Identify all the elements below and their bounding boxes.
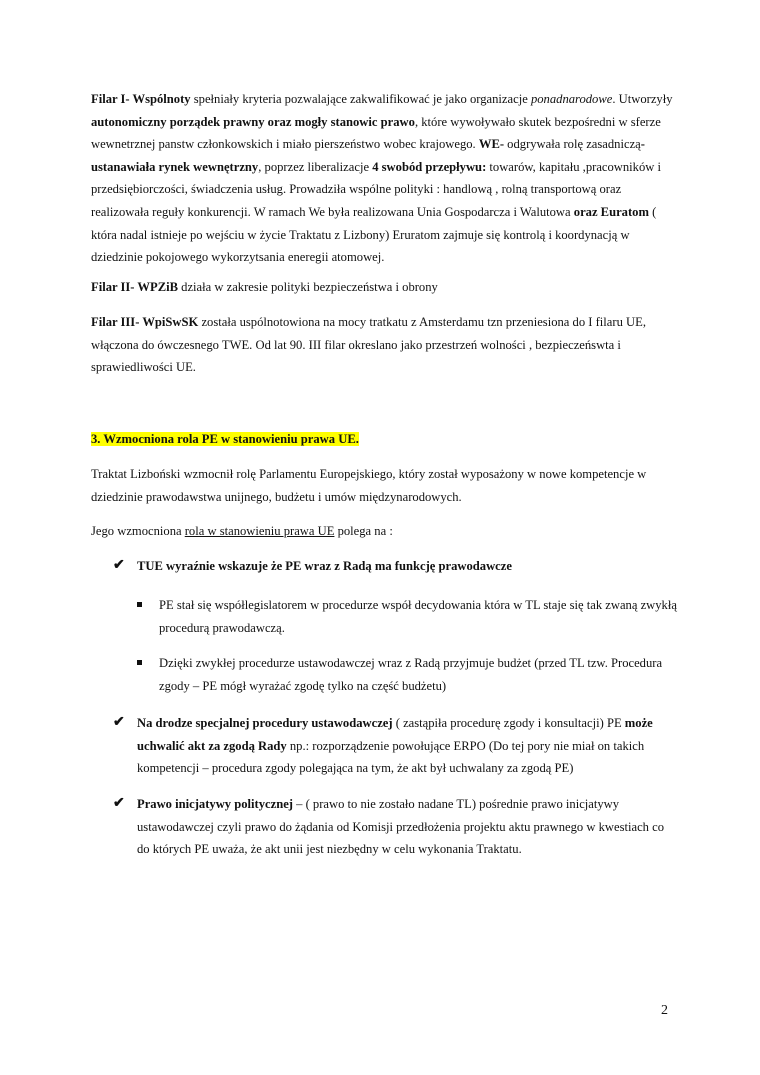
highlighted-heading: 3. Wzmocniona rola PE w stanowieniu prawa UE. xyxy=(91,432,359,446)
sub-list-item-2: Dzięki zwykłej procedurze ustawodawczej wraz z Radą przyjmuje budżet (przed TL tzw. Procedura zgody – PE mógł wyrażać zgodę tylko na część budżetu) xyxy=(159,656,663,693)
paragraph-filar-1: Filar I- Wspólnoty spełniały kryteria pozwalające zakwalifikować je jako organizacje ponadnarodowe. Utworzyły autonomiczny porządek prawny oraz mogły stanowic prawo, które wywoływało skutek bezpośredni w sferze wewnetrznej panstw członkowskich i miało pierszeństwo wobec krajowego. WE- odgrywała rolę zasadniczą- ustanawiała rynek wewnętrzny, poprzez liberalizacje 4 swobód przepływu: towarów, kapitału ,pracowników i przedsiębiorczości, świadczenia usług. Prowadziła wspólne polityki : handlową , rolną transportową oraz realizowała reguły konkurencji. W ramach We była realizowana Unia Gospodarcza i Walutowa oraz Euratom ( która nadal istnieje po wejściu w życie Traktatu z Lizbony) Eruratom zajmuje się kontrolą i koordynacją w dziedzinie pokojowego wykorzytsania eneregii atomowej. xyxy=(91,92,673,265)
paragraph-filar-2: Filar II- WPZiB działa w zakresie polityki bezpieczeństwa i obrony xyxy=(91,280,438,294)
filar-2-label: Filar II- WPZiB xyxy=(91,280,178,294)
checkmark-icon: ✔ xyxy=(113,715,125,730)
sub-list-item-1: PE stał się współlegislatorem w procedurze współ decydowania która w TL staje się tak zwaną zwykłą procedurą prawodawczą. xyxy=(159,598,677,635)
filar-3-label: Filar III- WpiSwSK xyxy=(91,315,199,329)
checkmark-icon: ✔ xyxy=(113,558,125,573)
filar-1-label: Filar I- Wspólnoty xyxy=(91,92,191,106)
list-item-3: Prawo inicjatywy politycznej – ( prawo to nie zostało nadane TL) pośrednie prawo inicjatywy ustawodawczej czyli prawo do żądania od Komisji przedłożenia projektu aktu prawnego w kwestiach co do których PE uważa, że akt unii jest niezbędny w celu wykonania Traktatu. xyxy=(137,797,665,857)
page-number: 2 xyxy=(661,1003,668,1018)
square-bullet-icon xyxy=(137,602,142,607)
list-item-2: Na drodze specjalnej procedury ustawodawczej ( zastąpiła procedurę zgody i konsultacji) PE może uchwalić akt za zgodą Rady np.: rozporządzenie powołujące ERPO (Do tej pory nie miał on takich kompetencji – procedura zgody polegająca na tym, że akt był uchwalany za zgodą PE) xyxy=(137,716,653,776)
underlined-phrase: rola w stanowieniu prawa UE xyxy=(184,524,335,538)
section-heading xyxy=(91,428,681,451)
paragraph-filar-3: Filar III- WpiSwSK została uspólnotowiona na mocy tratkatu z Amsterdamu tzn przeniesiona do I filaru UE, włączona do ówczesnego TWE. Od lat 90. III filar okreslano jako przestrzeń wolności , bezpieczeńswta i sprawiedliwości UE. xyxy=(91,315,646,375)
checkmark-icon: ✔ xyxy=(113,796,125,811)
square-bullet-icon xyxy=(137,660,142,665)
list-item-1: TUE wyraźnie wskazuje że PE wraz z Radą ma funkcję prawodawcze xyxy=(137,559,512,573)
paragraph-intro: Traktat Lizboński wzmocnił rolę Parlamentu Europejskiego, który został wyposażony w nowe kompetencje w dziedzinie prawodawstwa unijnego, budżetu i umów międzynarodowych. xyxy=(91,467,647,504)
paragraph-list-intro: Jego wzmocniona rola w stanowieniu prawa UE polega na : xyxy=(91,524,393,538)
